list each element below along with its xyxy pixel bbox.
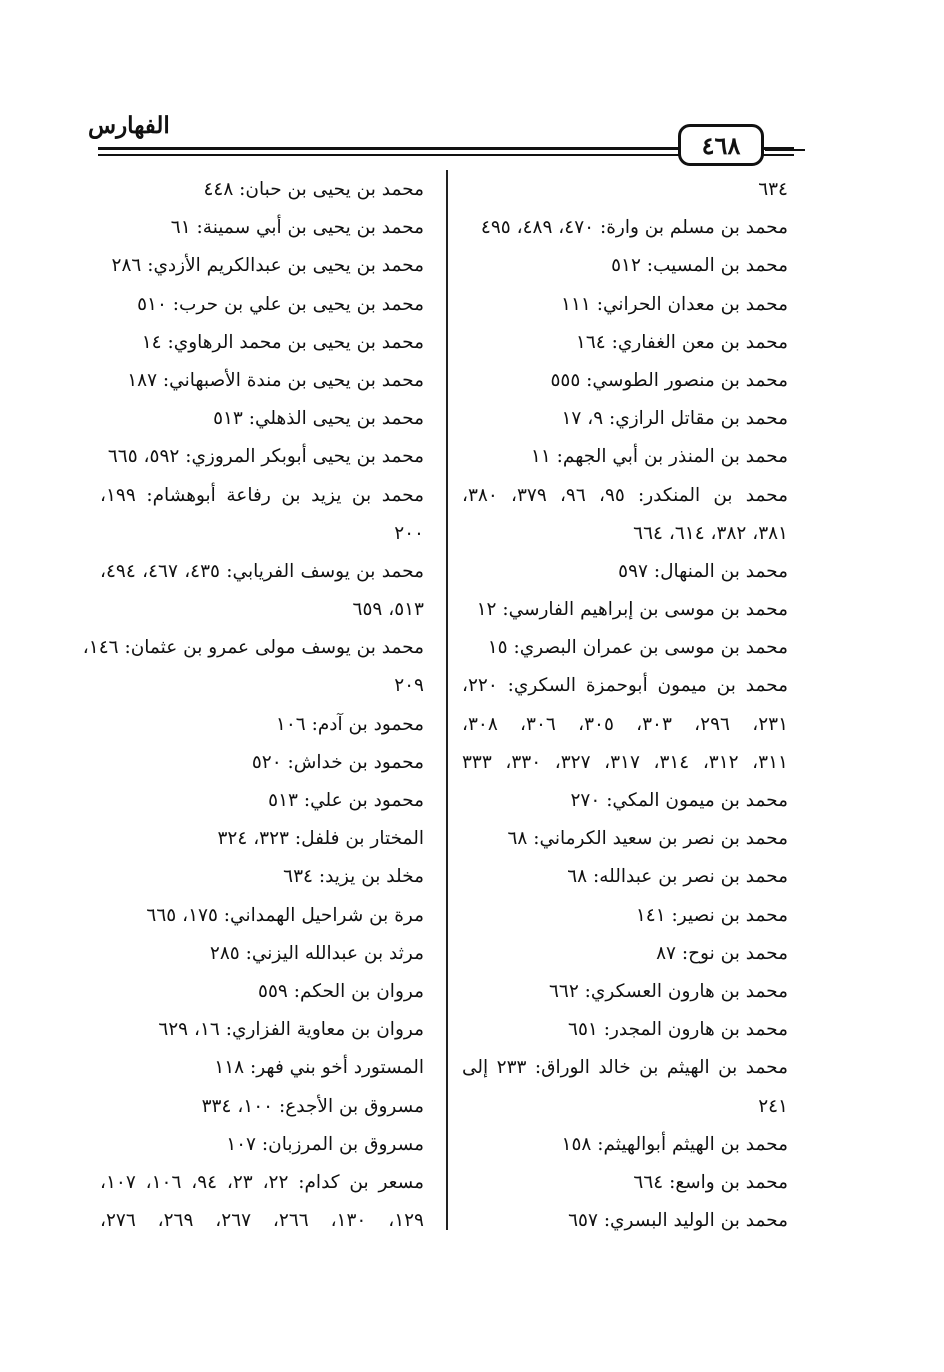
index-line: محمد بن الهيثم بن خالد الوراق: ٢٣٣ إلى bbox=[462, 1057, 789, 1079]
index-line: مسعر بن كدام: ٢٢، ٢٣، ٩٤، ١٠٦، ١٠٧، bbox=[100, 1171, 424, 1193]
index-line: مسروق بن الأجدع: ١٠٠، ٣٣٤ bbox=[201, 1095, 424, 1117]
index-line: محمد بن مسلم بن وارة: ٤٧٠، ٤٨٩، ٤٩٥ bbox=[480, 217, 788, 239]
index-line: محمد بن نصر بن سعيد الكرماني: ٦٨ bbox=[507, 828, 788, 850]
index-line: محمد بن منصور الطوسي: ٥٥٥ bbox=[550, 369, 788, 391]
index-line: محمد بن ميمون أبوحمزة السكري: ٢٢٠، bbox=[462, 675, 788, 697]
index-line: محمد بن يحيى بن أبي سمينة: ٦١ bbox=[170, 217, 424, 239]
index-line: محمد بن هارون العسكري: ٦٦٢ bbox=[548, 980, 788, 1002]
column-divider bbox=[446, 170, 448, 1230]
index-line: محمد بن يحيى بن محمد الرهاوي: ١٤ bbox=[141, 331, 424, 353]
index-line: محمد بن هارون المجدر: ٦٥١ bbox=[568, 1019, 788, 1041]
index-line: محمد بن نصر بن عبدالله: ٦٨ bbox=[567, 866, 788, 888]
index-line: محمد بن الهيثم أبوالهيثم: ١٥٨ bbox=[561, 1133, 788, 1155]
index-line: محمد بن يحيى بن علي بن حرب: ٥١٠ bbox=[137, 293, 424, 315]
index-line: محمد بن المنهال: ٥٩٧ bbox=[618, 560, 788, 582]
index-line: ٢٤١ bbox=[758, 1095, 788, 1117]
index-line: المختار بن فلفل: ٣٢٣، ٣٢٤ bbox=[217, 828, 424, 850]
index-line: محمد بن مقاتل الرازي: ٩، ١٧ bbox=[561, 408, 788, 430]
index-line: محمد بن يحيى الذهلي: ٥١٣ bbox=[213, 408, 424, 430]
index-line: محمد بن المسيب: ٥١٢ bbox=[611, 255, 788, 277]
index-line: محمد بن موسى بن إبراهيم الفارسي: ١٢ bbox=[476, 599, 788, 621]
index-line: محمد بن يزيد بن رفاعة أبوهشام: ١٩٩، bbox=[100, 484, 424, 506]
running-header-title: الفهارس bbox=[88, 112, 170, 139]
index-line: محمد بن الوليد البسري: ٦٥٧ bbox=[568, 1210, 788, 1232]
index-line: محمد بن يحيى بن حبان: ٤٤٨ bbox=[203, 179, 424, 200]
index-line: ٢٣١، ٢٩٦، ٣٠٣، ٣٠٥، ٣٠٦، ٣٠٨، bbox=[462, 713, 789, 735]
index-line: محمد بن يحيى بن مندة الأصبهاني: ١٨٧ bbox=[127, 369, 424, 391]
index-line: محمد بن ميمون المكي: ٢٧٠ bbox=[570, 790, 788, 811]
index-line: محمد بن المنكدر: ٩٥، ٩٦، ٣٧٩، ٣٨٠، bbox=[462, 484, 788, 506]
index-line: محمد بن نصير: ١٤١ bbox=[635, 904, 788, 926]
left-column bbox=[82, 171, 424, 1240]
index-line: محمد بن واسع: ٦٦٤ bbox=[633, 1171, 788, 1193]
index-line: محمد بن المنذر بن أبي الجهم: ١١ bbox=[530, 446, 788, 468]
index-line: ٣١١، ٣١٢، ٣١٤، ٣١٧، ٣٢٧، ٣٣٠، ٣٣٣ bbox=[462, 751, 788, 773]
index-line: المستورد أخو بني فهر: ١١٨ bbox=[214, 1057, 424, 1079]
index-line: ٦٣٤ bbox=[758, 179, 788, 200]
index-line: مخلد بن يزيد: ٦٣٤ bbox=[283, 866, 424, 888]
index-line: ٣٨١، ٣٨٢، ٦١٤، ٦٦٤ bbox=[633, 522, 788, 544]
index-line: مرثد بن عبدالله اليزني: ٢٨٥ bbox=[209, 942, 424, 964]
index-line: محمد بن موسى بن عمران البصري: ١٥ bbox=[487, 637, 788, 659]
index-line: محمد بن يوسف مولى عمرو بن عثمان: ١٤٦، bbox=[82, 637, 424, 659]
index-line: محمود بن آدم: ١٠٦ bbox=[275, 713, 424, 735]
index-line: محمود بن علي: ٥١٣ bbox=[268, 790, 424, 811]
page-number: ٤٦٨ bbox=[678, 124, 764, 166]
header-rule-tail bbox=[765, 149, 805, 151]
index-line: محمد بن يحيى بن عبدالكريم الأزدي: ٢٨٦ bbox=[111, 255, 424, 277]
index-line: محمد بن نوح: ٨٧ bbox=[656, 942, 788, 964]
index-line: محمد بن يوسف الفريابي: ٤٣٥، ٤٦٧، ٤٩٤، bbox=[100, 560, 424, 582]
index-line: ١٢٩، ١٣٠، ٢٦٦، ٢٦٧، ٢٦٩، ٢٧٦، bbox=[100, 1210, 424, 1232]
index-line: ٥١٣، ٦٥٩ bbox=[352, 599, 424, 621]
index-line: مروان بن معاوية الفزاري: ١٦، ٦٢٩ bbox=[158, 1019, 424, 1041]
index-line: محمد بن معن الغفاري: ١٦٤ bbox=[575, 331, 788, 353]
index-line: ٢٠٩ bbox=[394, 675, 424, 697]
index-line: محمد بن يحيى أبوبكر المروزي: ٥٩٢، ٦٦٥ bbox=[107, 446, 424, 468]
index-line: مسروق بن المرزبان: ١٠٧ bbox=[226, 1133, 424, 1155]
index-line: مروان بن الحكم: ٥٥٩ bbox=[258, 980, 424, 1002]
right-column bbox=[462, 171, 788, 1240]
index-line: محمد بن معدان الحراني: ١١١ bbox=[561, 293, 788, 315]
index-line: محمود بن خداش: ٥٢٠ bbox=[251, 751, 424, 773]
index-line: ٢٠٠ bbox=[394, 522, 424, 544]
index-line: مرة بن شراحيل الهمداني: ١٧٥، ٦٦٥ bbox=[146, 904, 424, 926]
